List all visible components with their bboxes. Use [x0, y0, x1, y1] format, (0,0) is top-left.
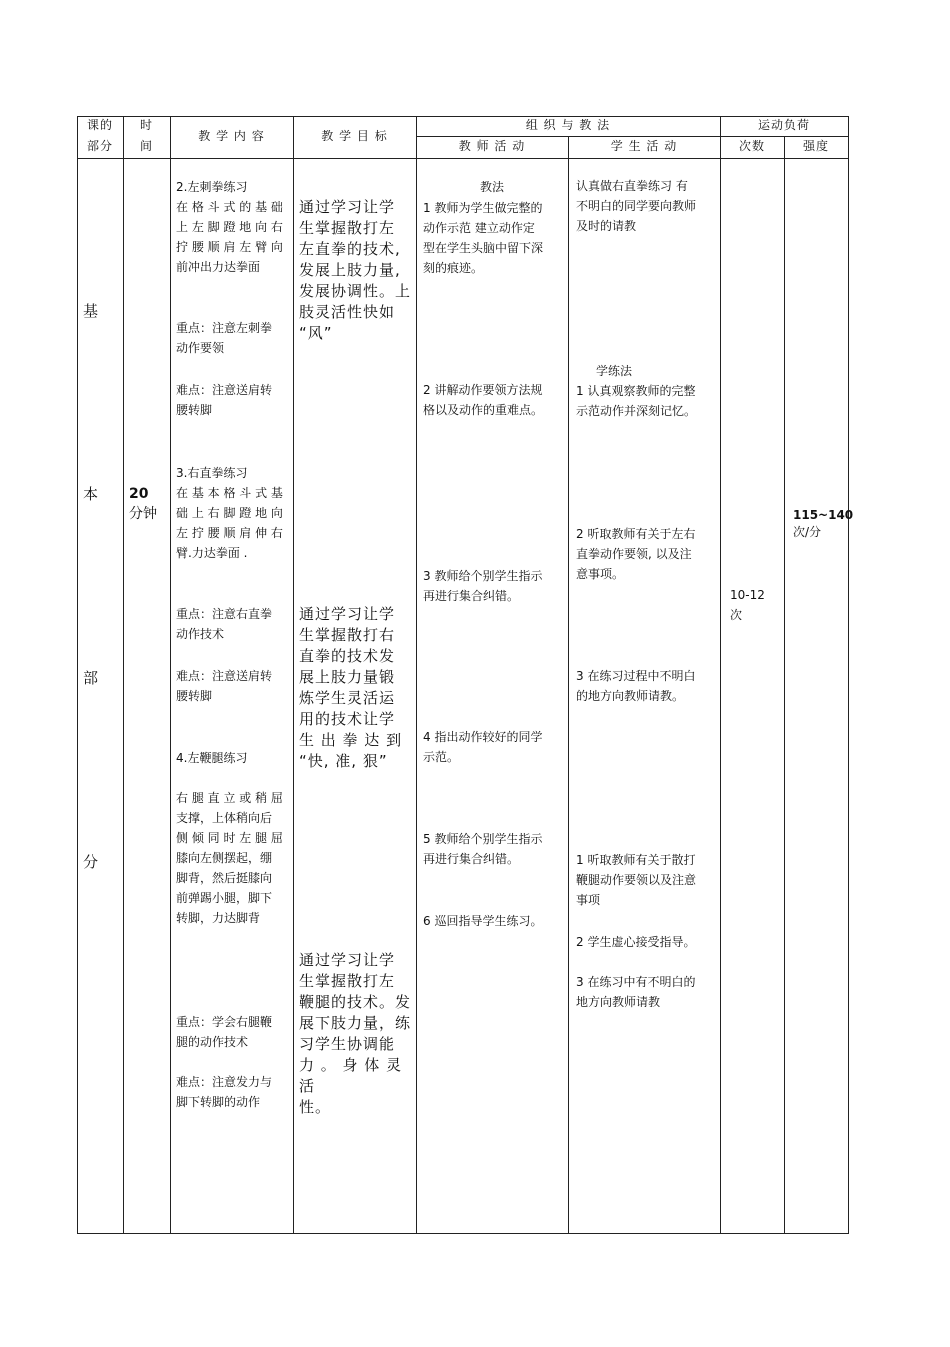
header-teacher: 教 师 活 动 — [458, 139, 526, 153]
student-activity-2: 2 听取教师有关于左右 直拳动作要领, 以及注 意事项。 — [576, 527, 696, 581]
col-line-5 — [568, 136, 569, 1234]
header-bottom — [77, 158, 849, 159]
student-activity-1: 1 认真观察教师的完整 示范动作并深刻记忆。 — [576, 384, 697, 418]
header-intensity: 强度 — [802, 139, 829, 153]
table-border-top — [77, 116, 849, 117]
col-line-3 — [293, 116, 294, 1234]
content-keypoint-right-straight: 重点：注意右直拳 动作技术 — [176, 607, 273, 641]
student-activity-3: 3 在练习过程中不明白 的地方向教师请教。 — [576, 669, 696, 703]
time-unit: 分钟 — [129, 506, 157, 522]
header-section-line2: 部分 — [86, 139, 113, 153]
content-item-right-straight: 3.右直拳练习 在 基 本 格 斗 式 基 础 上 右 脚 蹬 地 向 左 拧 腰 顺 肩 伸 右 臂.力达拳面 . — [176, 466, 283, 560]
teacher-method-title: 教法 — [479, 180, 504, 194]
header-student: 学 生 活 动 — [610, 139, 678, 153]
teacher-activity-1: 1 教师为学生做完整的 动作示范 建立动作定 型在学生头脑中留下深 刻的痕迹。 — [423, 201, 544, 275]
header-content: 教 学 内 容 — [198, 129, 265, 143]
student-activity-4: 1 听取教师有关于散打 鞭腿动作要领以及注意 事项 — [576, 853, 697, 907]
section-char-3: 部 — [83, 669, 99, 687]
teacher-activity-2: 2 讲解动作要领方法规 格以及动作的重难点。 — [423, 383, 544, 417]
header-count: 次数 — [738, 139, 765, 153]
col-line-8 — [848, 116, 849, 1234]
col-line-6 — [720, 116, 721, 1234]
header-time-line2: 间 — [139, 139, 153, 153]
content-whip-kick-description: 右 腿 直 立 或 稍 屈 支撑，上体稍向后 侧 倾 同 时 左 腿 屈 膝向左侧摆起，绷 脚背，然后挺膝向 前弹踢小腿，脚下 转脚，力达脚背 — [176, 791, 283, 925]
teacher-activity-5: 5 教师给个别学生指示 再进行集合纠错。 — [423, 832, 543, 866]
header-load: 运动负荷 — [757, 118, 810, 132]
load-intensity-unit: 次/分 — [793, 525, 822, 539]
load-intensity-value: 115~140 — [793, 508, 854, 522]
content-keypoint-left-jab: 重点：注意左刺拳 动作要领 — [176, 321, 273, 355]
objective-whip-kick: 通过学习让学 生掌握散打左 鞭腿的技术。发 展下肢力量，练 习学生协调能 力 。 身 体 灵 活 性。 — [299, 951, 412, 1116]
header-objective: 教 学 目 标 — [321, 129, 388, 143]
content-difficulty-right-straight: 难点：注意送肩转 腰转脚 — [176, 669, 273, 703]
load-count: 10-12 次 — [730, 588, 765, 622]
objective-right-straight: 通过学习让学 生掌握散打右 直拳的技术发 展上肢力量锻 炼学生灵活运 用的技术让学 生 出 拳 达 到 “快, 准, 狠” — [299, 605, 403, 770]
student-activity-5: 2 学生虚心接受指导。 — [576, 935, 696, 949]
teacher-activity-3: 3 教师给个别学生指示 再进行集合纠错。 — [423, 569, 543, 603]
header-time-line1: 时 — [139, 118, 153, 132]
col-line-4 — [416, 116, 417, 1234]
col-line-1 — [123, 116, 124, 1234]
header-section-line1: 课的 — [86, 118, 113, 132]
time-value: 20 — [129, 486, 149, 502]
section-char-1: 基 — [83, 302, 99, 320]
student-intro: 认真做右直拳练习 有 不明白的同学要向教师 及时的请教 — [576, 179, 697, 233]
table-border-bottom — [77, 1233, 849, 1234]
teacher-activity-6: 6 巡回指导学生练习。 — [423, 914, 543, 928]
col-line-0 — [77, 116, 78, 1234]
header-organization: 组 织 与 教 法 — [525, 118, 611, 132]
section-char-2: 本 — [83, 485, 99, 503]
objective-left-jab: 通过学习让学 生掌握散打左 左直拳的技术, 发展上肢力量, 发展协调性。上 肢灵活性快如 “风” — [299, 198, 412, 342]
section-char-4: 分 — [83, 853, 99, 871]
student-activity-6: 3 在练习中有不明白的 地方向教师请教 — [576, 975, 696, 1009]
col-line-7 — [784, 136, 785, 1234]
student-method-title: 学练法 — [596, 364, 633, 378]
teacher-activity-4: 4 指出动作较好的同学 示范。 — [423, 730, 543, 764]
content-item-left-whip-kick: 4.左鞭腿练习 — [176, 751, 248, 765]
content-item-left-jab: 2.左刺拳练习 在 格 斗 式 的 基 础 上 左 脚 蹬 地 向 右 拧 腰 顺 肩 左 臂 向 前冲出力达拳面 — [176, 180, 283, 274]
content-difficulty-left-jab: 难点：注意送肩转 腰转脚 — [176, 383, 273, 417]
col-line-2 — [170, 116, 171, 1234]
content-keypoint-whip-kick: 重点：学会右腿鞭 腿的动作技术 — [176, 1015, 273, 1049]
content-difficulty-whip-kick: 难点：注意发力与 脚下转脚的动作 — [176, 1075, 273, 1109]
